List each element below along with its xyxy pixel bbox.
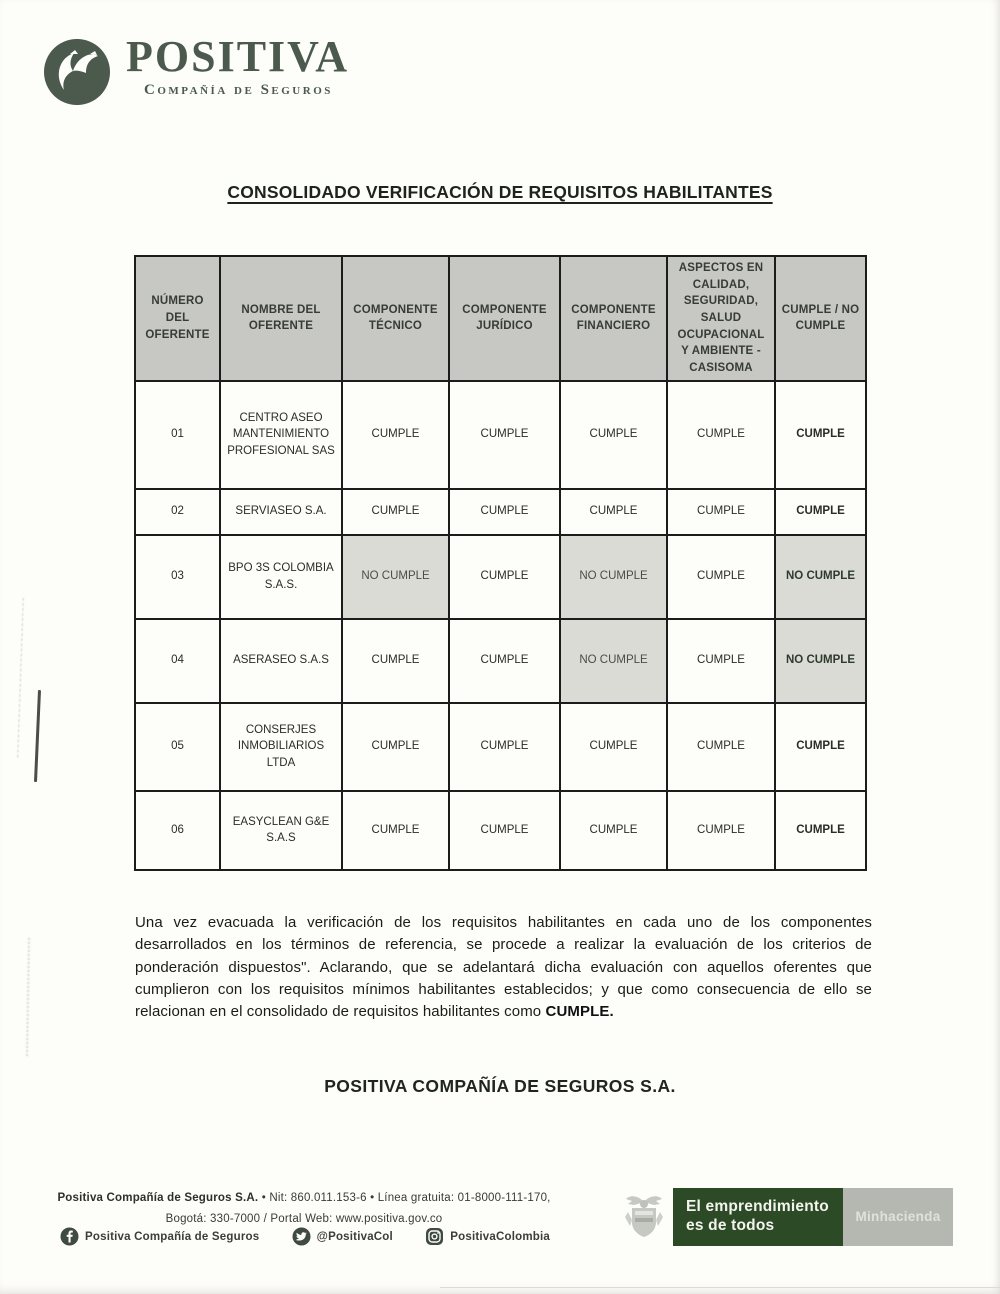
- table-row: [135, 535, 866, 619]
- positiva-logo-icon: [40, 34, 114, 108]
- table-cell: CUMPLE: [449, 381, 560, 489]
- paragraph-bold-tail: CUMPLE.: [545, 1003, 614, 1021]
- government-banner: [673, 1188, 843, 1246]
- banner-line-2: es de todos: [686, 1216, 775, 1234]
- table-cell: CONSERJES INMOBILIARIOS LTDA: [220, 703, 342, 791]
- column-header: COMPONENTE JURÍDICO: [449, 256, 560, 381]
- instagram-label: PositivaColombia: [450, 1230, 550, 1243]
- table-cell: CUMPLE: [775, 703, 866, 791]
- brand-tagline: Compañía de Seguros: [144, 82, 333, 99]
- footer-social-row: [60, 1227, 550, 1246]
- table-cell: CUMPLE: [342, 619, 449, 703]
- table-cell: NO CUMPLE: [560, 619, 667, 703]
- twitter-icon: [292, 1227, 311, 1246]
- table-row: [135, 703, 866, 791]
- column-header: ASPECTOS EN CALIDAD, SEGURIDAD, SALUD OCUPACIONAL Y AMBIENTE - CASISOMA: [667, 256, 775, 381]
- instagram-icon: [425, 1227, 444, 1246]
- table-cell: CUMPLE: [775, 489, 866, 535]
- paragraph-text: Una vez evacuada la verificación de los requisitos habilitantes en cada uno de los componentes desarrollados en los términos de referencia, se procede a realizar la evaluación de los criterios de ponderación dispuestos". Aclarando, que se adelantará dicha evaluación con aquellos oferentes que cumplieron con los requisitos mínimos habilitantes establecidos; y que como consecuencia de ello se relacionan en el consolidado de requisitos habilitantes como: [135, 914, 872, 1021]
- table-cell: CUMPLE: [342, 791, 449, 870]
- table-cell: CUMPLE: [342, 703, 449, 791]
- table-cell: CUMPLE: [560, 791, 667, 870]
- column-header: NÚMERO DEL OFERENTE: [135, 256, 220, 381]
- footer-line-2: Bogotá: 330-7000 / Portal Web: www.positiva.gov.co: [165, 1212, 443, 1225]
- banner-line-1: El emprendimiento: [686, 1198, 829, 1215]
- table-cell: CUMPLE: [449, 619, 560, 703]
- column-header: COMPONENTE TÉCNICO: [342, 256, 449, 381]
- colombia-coat-of-arms: [620, 1192, 668, 1248]
- minhacienda-badge: Minhacienda: [843, 1188, 953, 1246]
- table-cell: CUMPLE: [775, 791, 866, 870]
- table-cell: 03: [135, 535, 220, 619]
- table-row: [135, 489, 866, 535]
- table-cell: CUMPLE: [342, 489, 449, 535]
- document-title: CONSOLIDADO VERIFICACIÓN DE REQUISITOS HABILITANTES: [227, 182, 773, 202]
- table-cell: CUMPLE: [667, 535, 775, 619]
- body-paragraph: [135, 912, 872, 1024]
- column-header: COMPONENTE FINANCIERO: [560, 256, 667, 381]
- table-cell: CUMPLE: [667, 381, 775, 489]
- twitter-handle: [292, 1227, 393, 1246]
- table-cell: CUMPLE: [560, 381, 667, 489]
- verification-table: [134, 255, 867, 871]
- table-cell: NO CUMPLE: [775, 619, 866, 703]
- table-row: [135, 381, 866, 489]
- table-cell: 06: [135, 791, 220, 870]
- footer-line-1: [28, 1188, 580, 1209]
- table-cell: CUMPLE: [560, 489, 667, 535]
- table-cell: CUMPLE: [449, 791, 560, 870]
- facebook-handle: [60, 1227, 259, 1246]
- table-cell: 01: [135, 381, 220, 489]
- positiva-logo-text: [126, 34, 349, 99]
- table-cell: SERVIASEO S.A.: [220, 489, 342, 535]
- table-cell: ASERASEO S.A.S: [220, 619, 342, 703]
- table-cell: CUMPLE: [449, 535, 560, 619]
- twitter-label: @PositivaCol: [316, 1230, 393, 1243]
- table-cell: CUMPLE: [342, 381, 449, 489]
- scan-artifact-line: [440, 1287, 1000, 1288]
- table-cell: NO CUMPLE: [560, 535, 667, 619]
- table-cell: CENTRO ASEO MANTENIMIENTO PROFESIONAL SAS: [220, 381, 342, 489]
- table-cell: 05: [135, 703, 220, 791]
- table-cell: CUMPLE: [667, 489, 775, 535]
- facebook-icon: [60, 1227, 79, 1246]
- table-row: [135, 791, 866, 870]
- positiva-logo: [40, 34, 349, 108]
- margin-annotation: [26, 938, 36, 1056]
- table-cell: NO CUMPLE: [342, 535, 449, 619]
- table-cell: CUMPLE: [449, 703, 560, 791]
- footer-contact-info: • Nit: 860.011.153-6 • Línea gratuita: 01-8000-111-170,: [258, 1192, 551, 1204]
- column-header: NOMBRE DEL OFERENTE: [220, 256, 342, 381]
- brand-name: POSITIVA: [126, 32, 350, 81]
- table-cell: EASYCLEAN G&E S.A.S: [220, 791, 342, 870]
- table-cell: CUMPLE: [667, 703, 775, 791]
- table-cell: 04: [135, 619, 220, 703]
- table-cell: CUMPLE: [667, 619, 775, 703]
- company-heading: POSITIVA COMPAÑÍA DE SEGUROS S.A.: [324, 1076, 676, 1096]
- table-row: [135, 619, 866, 703]
- table-cell: CUMPLE: [667, 791, 775, 870]
- table-cell: CUMPLE: [775, 381, 866, 489]
- table-cell: BPO 3S COLOMBIA S.A.S.: [220, 535, 342, 619]
- verification-table-wrapper: [134, 255, 867, 871]
- footer-contact-block: [28, 1188, 580, 1229]
- footer-company-name: Positiva Compañía de Seguros S.A.: [57, 1192, 259, 1204]
- facebook-label: Positiva Compañía de Seguros: [85, 1230, 260, 1243]
- table-cell: NO CUMPLE: [775, 535, 866, 619]
- column-header: CUMPLE / NO CUMPLE: [775, 256, 866, 381]
- instagram-handle: [425, 1227, 550, 1246]
- table-cell: 02: [135, 489, 220, 535]
- table-cell: CUMPLE: [449, 489, 560, 535]
- table-cell: CUMPLE: [560, 703, 667, 791]
- table-header-row: [135, 256, 866, 381]
